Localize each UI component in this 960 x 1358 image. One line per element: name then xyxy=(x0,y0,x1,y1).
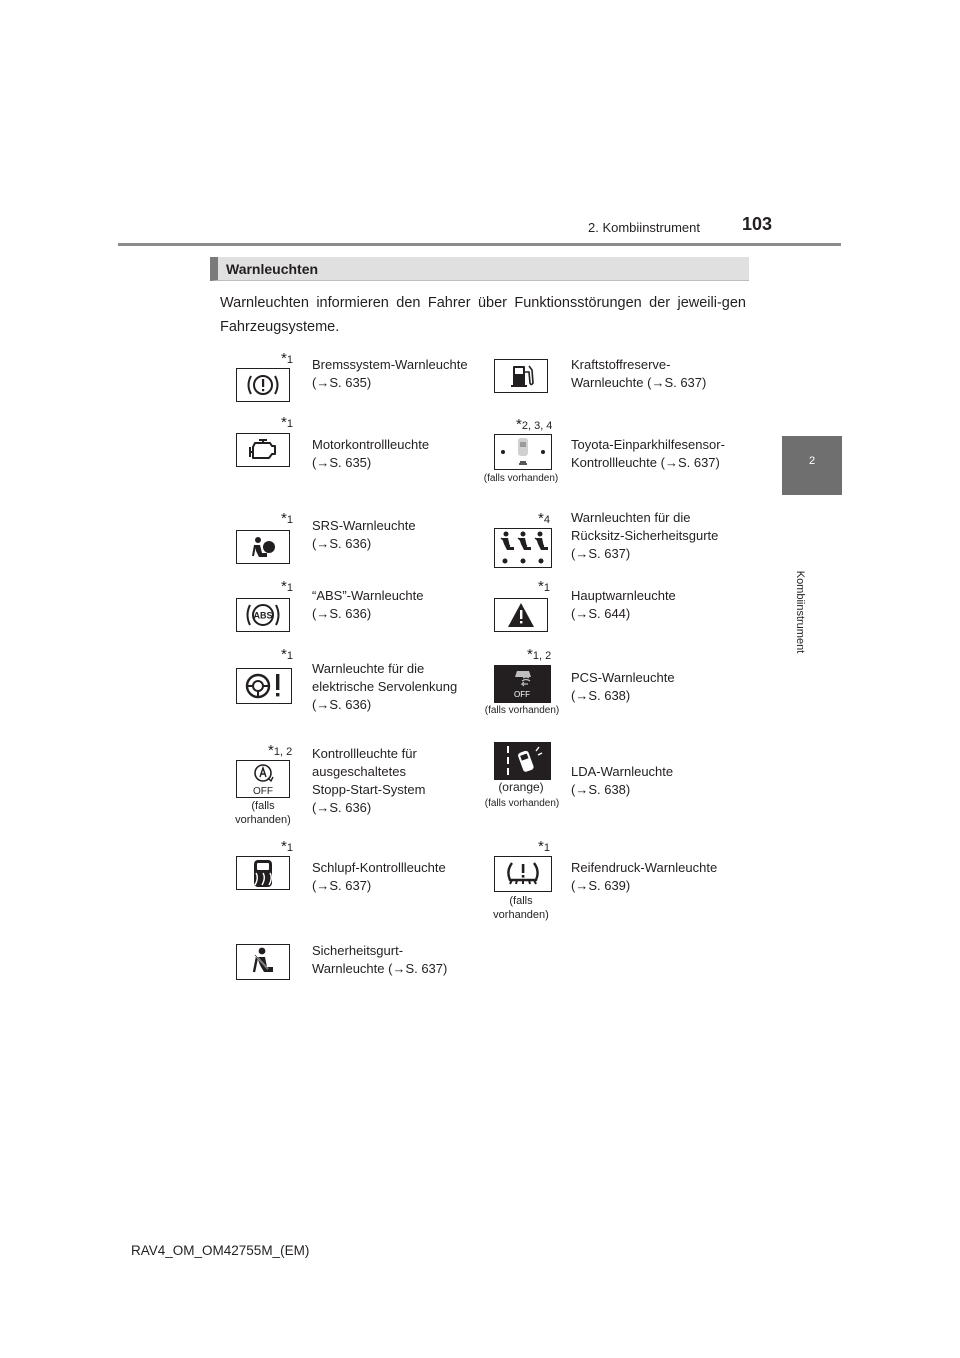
stop-start-description: Kontrollleuchte für ausgeschaltetes Stopp-Start-System (→S. 636) xyxy=(312,746,426,815)
footnote-marker: *4 xyxy=(538,510,550,527)
footnote-marker: *1 xyxy=(281,414,293,431)
lda-description: LDA-Warnleuchte (→S. 638) xyxy=(571,764,674,797)
chapter-tab-label: Kombiinstrument xyxy=(794,570,806,654)
master-warning-icon xyxy=(494,598,548,632)
abs-icon-text: ABS xyxy=(253,610,273,621)
stop-start-icon-text: OFF xyxy=(253,786,273,797)
footnote-marker: *1, 2 xyxy=(268,742,293,759)
fuel-reserve-icon xyxy=(494,359,548,393)
availability-note: (falls vorhanden) xyxy=(484,798,560,809)
seatbelt-description: Sicherheitsgurt- Warnleuchte (→S. 637) xyxy=(312,943,448,976)
footnote-marker: *1, 2 xyxy=(527,646,552,663)
seatbelt-icon xyxy=(236,944,290,980)
footnote-marker: *2, 3, 4 xyxy=(516,416,553,433)
engine-check-description: Motorkontrollleuchte (→S. 635) xyxy=(312,437,430,470)
section-title: Warnleuchten xyxy=(226,261,319,277)
availability-note: (falls vorhanden) xyxy=(484,705,560,716)
availability-note: (falls vorhanden) xyxy=(493,895,549,921)
abs-icon xyxy=(236,598,290,632)
footnote-marker: *1 xyxy=(281,838,293,855)
footnote-marker: *1 xyxy=(538,578,550,595)
parking-sensor-description: Toyota-Einparkhilfesensor- Kontrollleuchte (→S. 637) xyxy=(571,437,725,470)
footnote-marker: *1 xyxy=(281,578,293,595)
power-steering-description: Warnleuchte für die elektrische Servolenkung (→S. 636) xyxy=(312,661,458,712)
stop-start-off-icon xyxy=(236,760,290,798)
header-rule xyxy=(118,243,841,246)
brake-warning-description: Bremssystem-Warnleuchte (→S. 635) xyxy=(312,357,468,390)
availability-note: (falls vorhanden) xyxy=(483,473,559,484)
footnote-marker: *1 xyxy=(538,838,550,855)
abs-description: “ABS”-Warnleuchte (→S. 636) xyxy=(312,588,424,621)
chapter-tab-number: 2 xyxy=(808,455,816,467)
master-warning-description: Hauptwarnleuchte (→S. 644) xyxy=(571,588,676,621)
tire-pressure-description: Reifendruck-Warnleuchte (→S. 639) xyxy=(571,860,718,893)
parking-sensor-icon xyxy=(494,434,552,470)
page-number: 103 xyxy=(742,214,773,234)
lda-icon xyxy=(494,742,551,780)
slip-indicator-description: Schlupf-Kontrollleuchte (→S. 637) xyxy=(312,860,446,893)
footnote-marker: *1 xyxy=(281,646,293,663)
engine-check-icon xyxy=(236,433,290,467)
section-heading xyxy=(210,257,749,281)
footnote-marker: *1 xyxy=(281,510,293,527)
availability-note: (falls vorhanden) xyxy=(235,800,291,826)
srs-airbag-icon xyxy=(236,530,290,564)
pcs-description: PCS-Warnleuchte (→S. 638) xyxy=(571,670,675,703)
rear-seatbelt-description: Warnleuchten für die Rücksitz-Sicherheitsgurte (→S. 637) xyxy=(571,510,719,561)
srs-airbag-description: SRS-Warnleuchte (→S. 636) xyxy=(312,518,416,551)
header-section-title: 2. Kombiinstrument xyxy=(588,220,700,235)
pcs-icon-text: OFF xyxy=(514,690,530,699)
power-steering-icon xyxy=(236,668,292,704)
document-code: RAV4_OM_OM42755M_(EM) xyxy=(131,1243,310,1258)
pcs-icon xyxy=(494,665,551,703)
fuel-reserve-description: Kraftstoffreserve- Warnleuchte (→S. 637) xyxy=(571,357,707,390)
section-intro: Warnleuchten informieren den Fahrer über Funktionsstörungen der jeweili-gen Fahrzeugsysteme. xyxy=(220,295,746,335)
brake-warning-icon xyxy=(236,368,290,402)
tire-pressure-icon xyxy=(494,856,552,892)
color-note: (orange) xyxy=(498,780,544,794)
footnote-marker: *1 xyxy=(281,350,293,367)
rear-seatbelt-icon xyxy=(494,528,552,568)
slip-indicator-icon xyxy=(236,856,290,890)
